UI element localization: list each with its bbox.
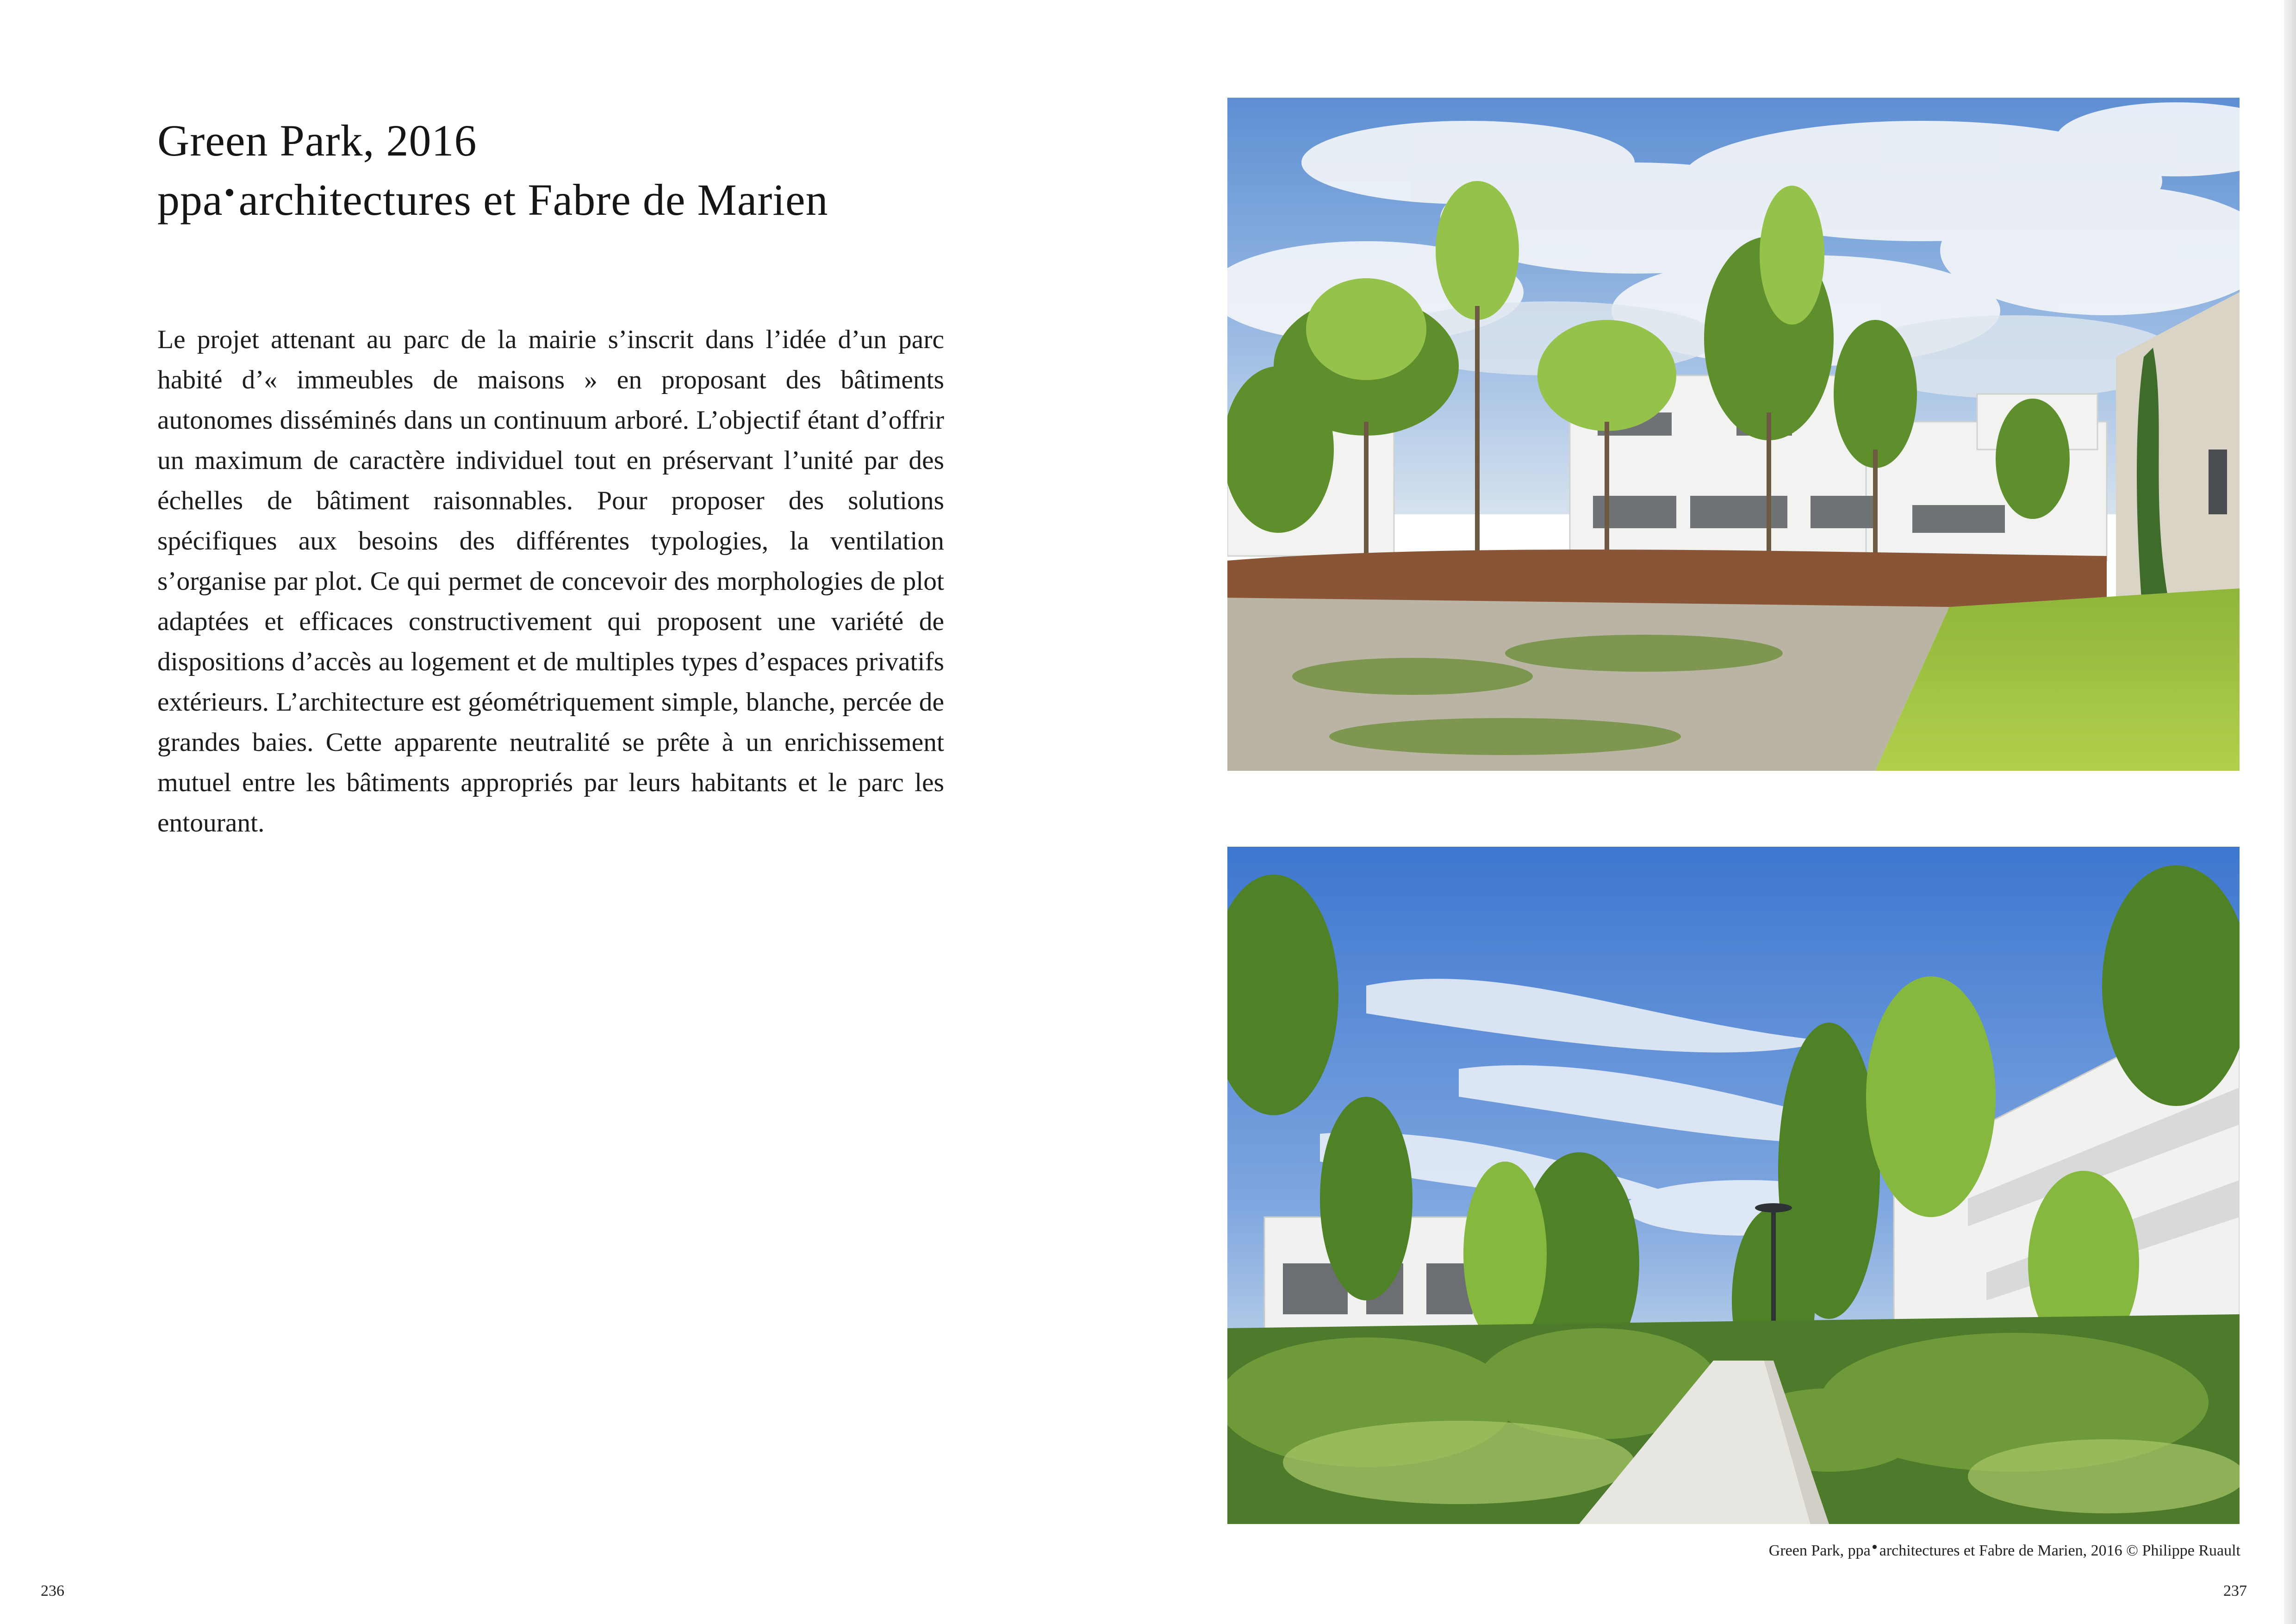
architect-name-part1: ppa xyxy=(157,175,223,225)
page-edge-shadow xyxy=(2284,0,2296,1624)
page-number-right: 237 xyxy=(2223,1582,2247,1599)
page-number-left: 236 xyxy=(41,1582,64,1599)
photo-caption xyxy=(1769,1541,2240,1561)
bullet-dot-icon xyxy=(226,189,233,196)
project-title: Green Park, 2016 xyxy=(157,116,477,165)
photo-garden-path xyxy=(1227,847,2240,1524)
bullet-dot-icon xyxy=(1873,1545,1877,1549)
caption-part1: Green Park, ppa xyxy=(1768,1542,1871,1559)
article-title xyxy=(157,111,1037,230)
architect-name-part2: architectures et Fabre de Marien xyxy=(238,175,828,225)
architects-title xyxy=(157,170,1037,230)
caption-part2: architectures et Fabre de Marien, 2016 © Philippe Ruault xyxy=(1879,1542,2240,1559)
body-paragraph: Le projet attenant au parc de la mairie s’inscrit dans l’idée d’un parc habité d’« immeubles de maisons » en proposant des bâtiments autonomes disséminés dans un continuum arboré. L’objectif étant d’offrir un maximum de caractère individuel tout en préservant l’unité par des échelles de bâtiment raisonnables. Pour proposer des solutions spécifiques aux besoins des différentes typologies, la ventilation s’organise par plot. Ce qui permet de concevoir des morphologies de plot adaptées et efficaces constructivement qui proposent une variété de dispositions d’accès au logement et de multiples types d’espaces privatifs extérieurs. L’architecture est géométriquement simple, blanche, percée de grandes baies. Cette apparente neutralité se prête à un enrichissement mutuel entre les bâtiments appropriés par leurs habitants et le parc les entourant. xyxy=(157,325,944,837)
photo-park-lawn xyxy=(1227,98,2240,771)
